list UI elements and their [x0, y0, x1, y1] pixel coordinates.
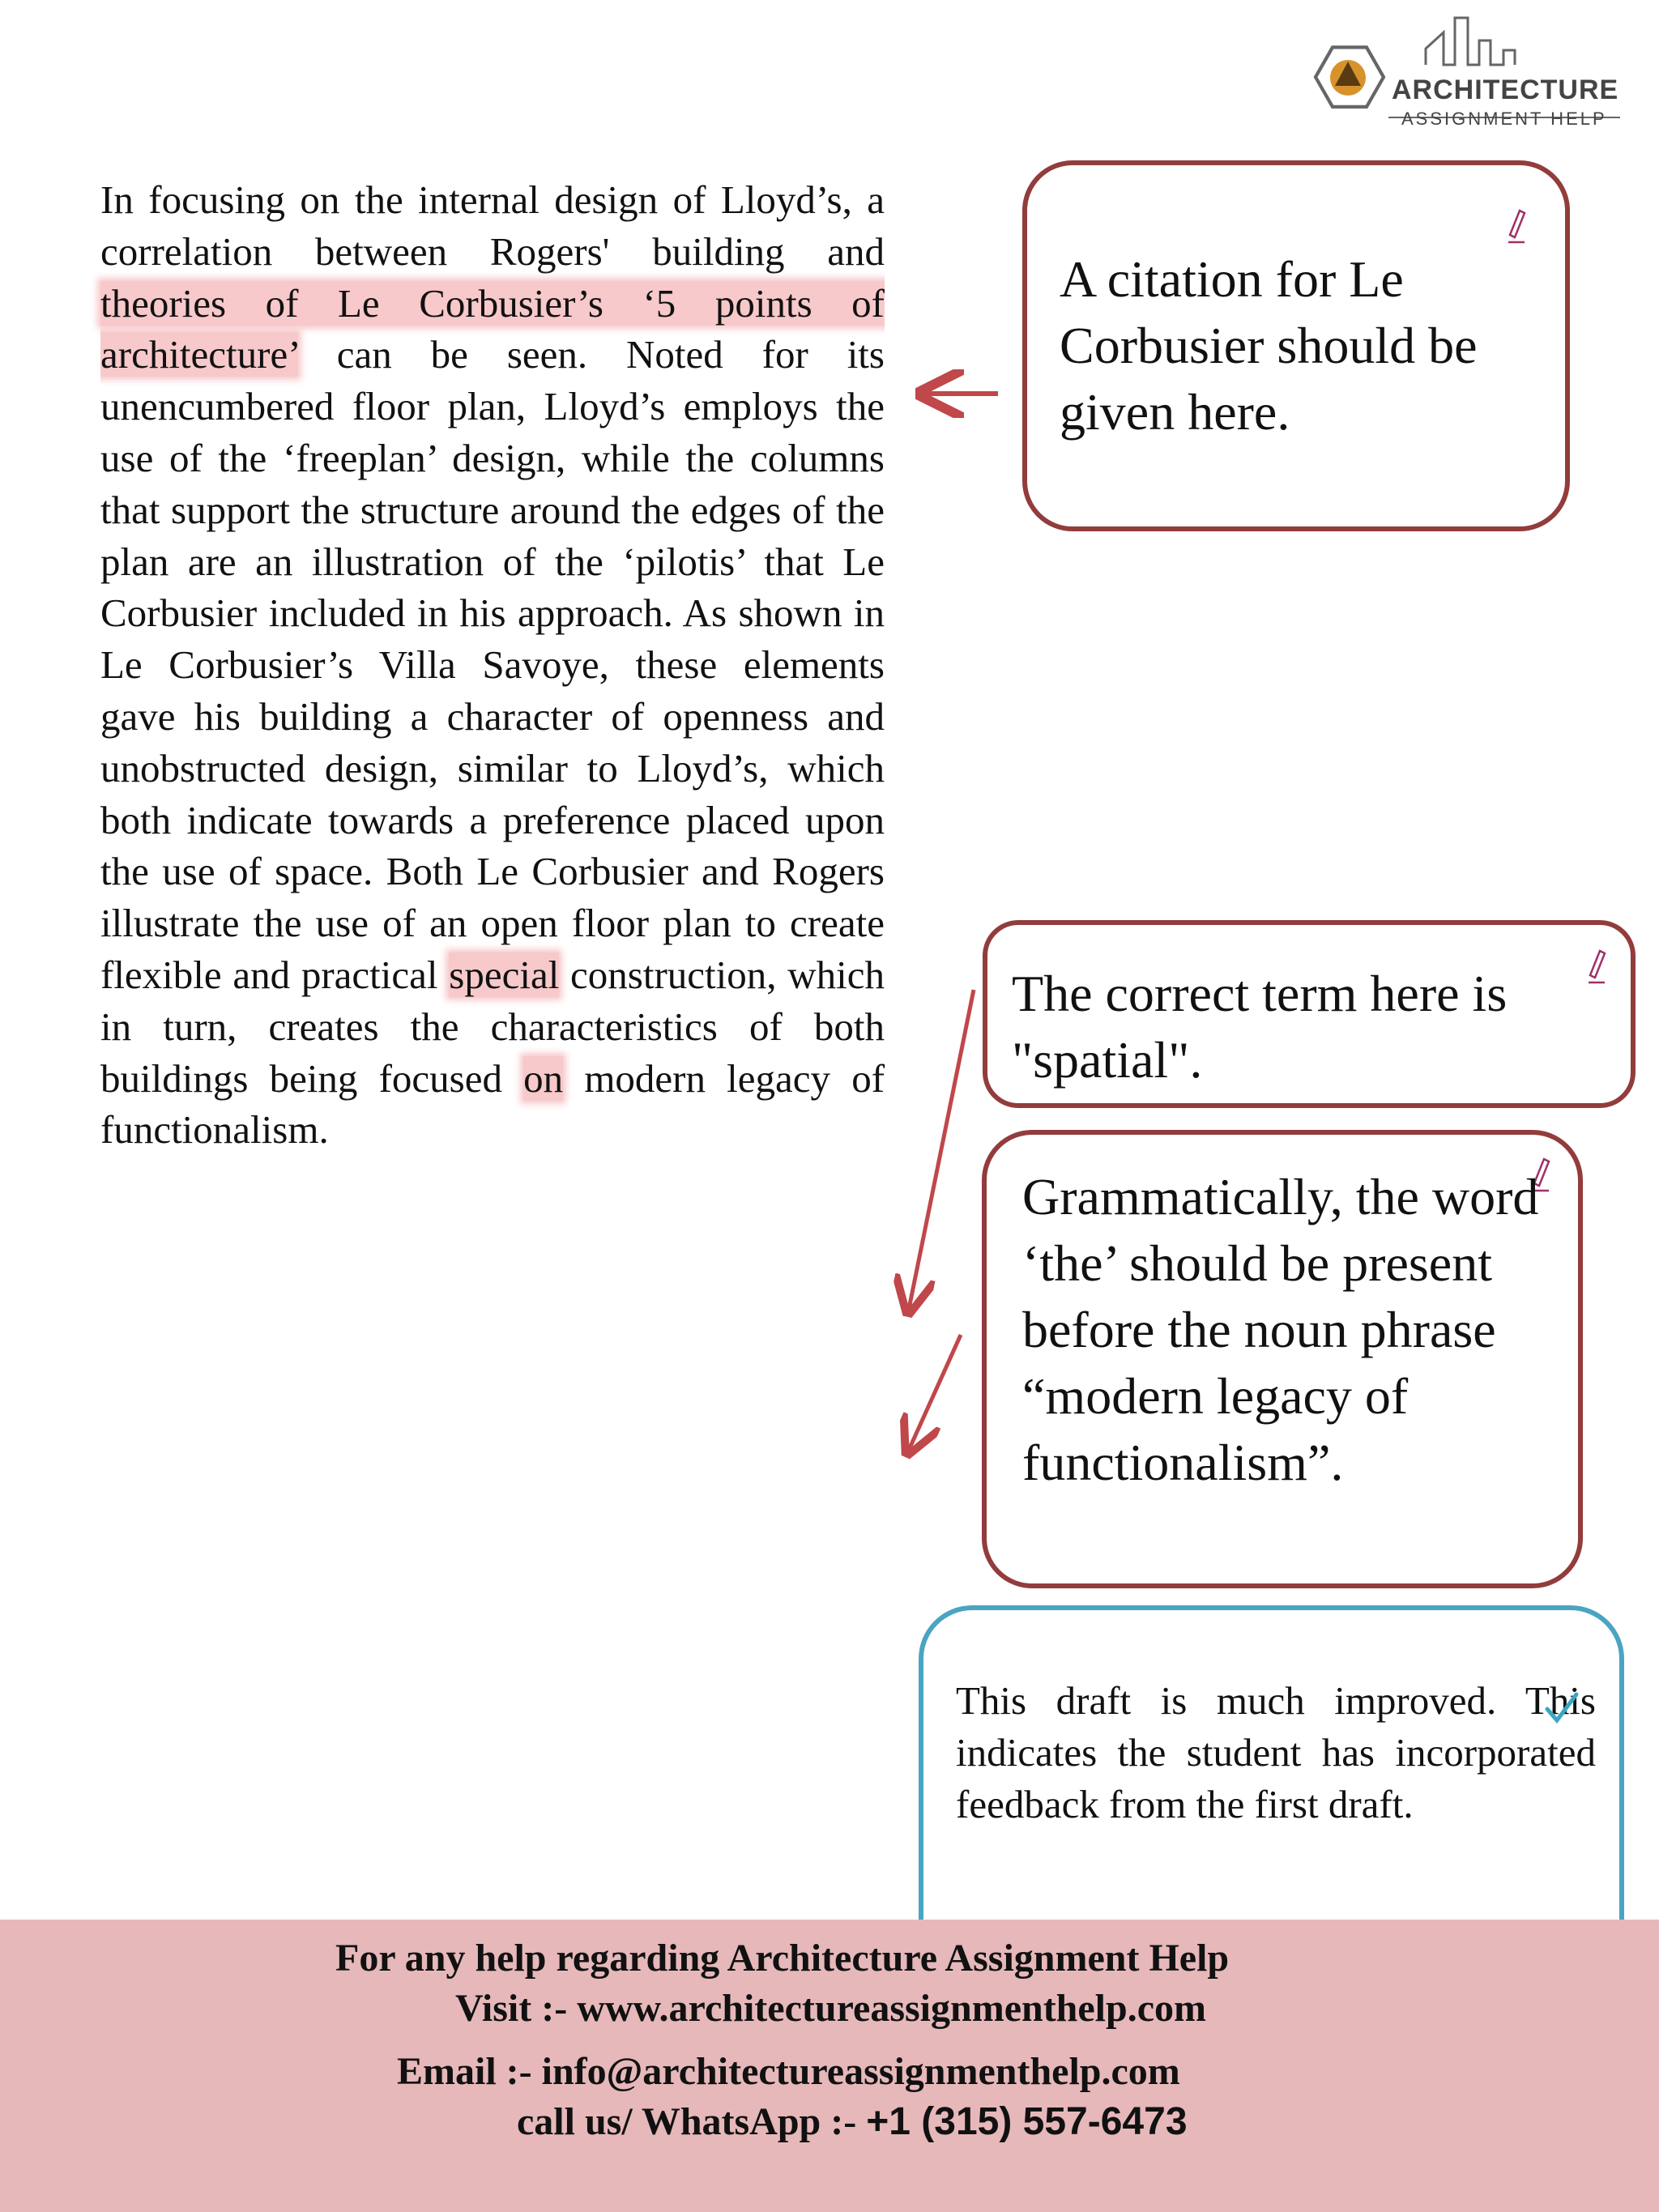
- comment-grammar: [982, 1130, 1583, 1588]
- footer-email[interactable]: Email :- info@architectureassignmenthelp.com: [397, 2050, 1180, 2093]
- footer-phone-line: [517, 2099, 1188, 2144]
- footer-website[interactable]: Visit :- www.architectureassignmenthelp.com: [455, 1987, 1206, 2030]
- arrow-grammar: [909, 1335, 961, 1450]
- highlight-corbusier-theories: theories of Le Corbusier’s ‘5 points of architecture’: [100, 280, 885, 377]
- essay-text-part-2: can be seen. Noted for its unencumbered floor plan, Lloyd’s employs the use of the ‘freeplan’ design, while the columns that support the structure around the edges of the plan are an illustration of the ‘pilotis’ that Le Corbusier included in his approach. As shown in Le Corbusier’s Villa Savoye, these elements gave his building a character of openness and unobstructed design, similar to Lloyd’s, which both indicate towards a preference placed upon the use of space. Both Le Corbusier and Rogers illustrate the use of an open floor plan to create flexible and practical: [100, 332, 885, 997]
- checkmark-icon: [1544, 1690, 1580, 1725]
- essay-text-part-4: modern legacy of functionalism.: [100, 1055, 885, 1153]
- highlight-on: on: [523, 1055, 564, 1101]
- highlight-special: special: [449, 952, 560, 997]
- logo-title: ARCHITECTURE: [1392, 75, 1619, 105]
- footer-phone-number[interactable]: +1 (315) 557-6473: [866, 2100, 1188, 2143]
- pencil-icon: [1507, 207, 1526, 245]
- footer-help-line: For any help regarding Architecture Assignment Help: [335, 1937, 1230, 1980]
- comment-citation: [1022, 160, 1570, 531]
- contact-footer: [0, 1920, 1659, 2212]
- logo-subtitle: ASSIGNMENT HELP: [1401, 109, 1607, 129]
- footer-phone-label: call us/ WhatsApp :-: [517, 2100, 867, 2143]
- comment-spatial: [983, 920, 1636, 1108]
- arrow-spatial: [909, 990, 974, 1309]
- comment-citation-text: A citation for Le Corbusier should be given here.: [1060, 250, 1478, 441]
- comment-spatial-text: The correct term here is "spatial".: [1012, 965, 1508, 1089]
- essay-text-part-1: In focusing on the internal design of Lloyd’s, a correlation between Rogers' building and: [100, 177, 885, 274]
- comment-praise-text: This draft is much improved. This indicates the student has incorporated feedback from the first draft.: [956, 1678, 1596, 1826]
- essay-text-part-3: construction, which in turn, creates the characteristics of both buildings being focused: [100, 952, 885, 1101]
- comment-grammar-text: Grammatically, the word ‘the’ should be present before the noun phrase “modern legacy of functionalism”.: [1022, 1168, 1539, 1491]
